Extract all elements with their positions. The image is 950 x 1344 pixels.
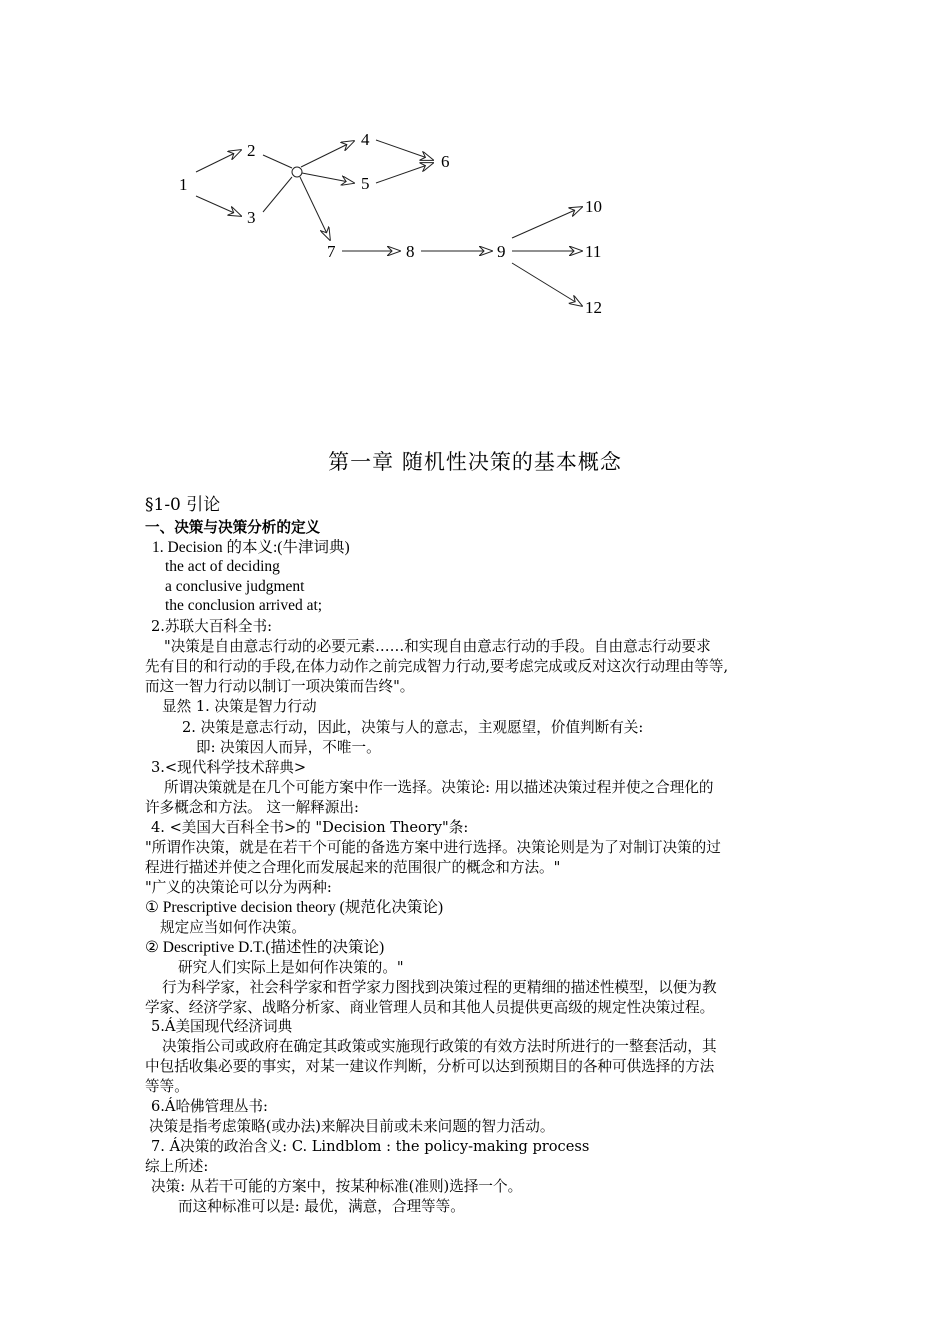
text-line: 7. Á决策的政治含义: C. Lindblom : the policy-making process bbox=[151, 1138, 590, 1155]
node-11: 11 bbox=[585, 242, 602, 261]
text-line: 而这一智力行动以制订一项决策而告终"。 bbox=[145, 678, 415, 695]
subsection-heading: 一、决策与决策分析的定义 bbox=[145, 519, 321, 536]
text-line: 先有目的和行动的手段,在体力动作之前完成智力行动,要考虑完成或反对这次行动理由等等, bbox=[145, 658, 729, 675]
text-line: 而这种标准可以是: 最优，满意，合理等等。 bbox=[178, 1198, 465, 1215]
text-line: 决策指公司或政府在确定其政策或实施现行政策的有效方法时所进行的一整套活动，其 bbox=[162, 1038, 717, 1055]
edge-2-hub bbox=[263, 155, 292, 168]
node-1: 1 bbox=[179, 175, 188, 194]
node-2: 2 bbox=[247, 141, 256, 160]
node-7: 7 bbox=[327, 242, 336, 261]
text-line: 学家、经济学家、战略分析家、商业管理人员和其他人员提供更高级的规定性决策过程。 bbox=[145, 999, 715, 1016]
edge-1-3 bbox=[196, 196, 241, 216]
text-line: 许多概念和方法。 这一解释源出: bbox=[145, 799, 359, 816]
text-line: 显然 1. 决策是智力行动 bbox=[162, 698, 317, 715]
text-line: 3.<现代科学技术辞典> bbox=[151, 759, 307, 776]
node-12: 12 bbox=[585, 298, 602, 317]
text-line: "广义的决策论可以分为两种: bbox=[145, 879, 332, 896]
edge-1-2 bbox=[196, 150, 241, 172]
text-line: 所谓决策就是在几个可能方案中作一选择。决策论: 用以描述决策过程并使之合理化的 bbox=[164, 779, 714, 796]
node-5: 5 bbox=[361, 174, 370, 193]
text-line: 综上所述: bbox=[145, 1158, 209, 1175]
node-6: 6 bbox=[441, 152, 450, 171]
node-9: 9 bbox=[497, 242, 506, 261]
chapter-title: 第一章 随机性决策的基本概念 bbox=[328, 450, 622, 474]
text-line: 决策: 从若干可能的方案中，按某种标准(准则)选择一个。 bbox=[151, 1178, 523, 1195]
node-8: 8 bbox=[406, 242, 415, 261]
text-line: the conclusion arrived at; bbox=[165, 597, 323, 614]
text-line: "决策是自由意志行动的必要元素……和实现自由意志行动的手段。自由意志行动要求 bbox=[164, 638, 711, 655]
text-line: 2.苏联大百科全书: bbox=[151, 618, 272, 635]
text-line: 中包括收集必要的事实，对某一建议作判断，分析可以达到预期目的各种可供选择的方法 bbox=[145, 1058, 715, 1075]
edge-hub-5 bbox=[302, 173, 354, 183]
text-line: the act of deciding bbox=[165, 558, 280, 575]
text-line: 即: 决策因人而异，不唯一。 bbox=[196, 739, 381, 756]
node-10: 10 bbox=[585, 197, 602, 216]
junction-node bbox=[292, 167, 302, 177]
text-line: 4. <美国大百科全书>的 "Decision Theory"条: bbox=[151, 819, 469, 836]
text-line: 5.Á美国现代经济词典 bbox=[151, 1018, 293, 1035]
text-line: 6.Á哈佛管理丛书: bbox=[151, 1098, 268, 1115]
node-3: 3 bbox=[247, 208, 256, 227]
text-line: "所谓作决策，就是在若干个可能的备选方案中进行选择。决策论则是为了对制订决策的过 bbox=[145, 839, 721, 856]
text-line: 等等。 bbox=[145, 1078, 189, 1095]
text-line: 决策是指考虑策略(或办法)来解决目前或未来问题的智力活动。 bbox=[149, 1118, 555, 1135]
edge-9-12 bbox=[512, 263, 582, 306]
edge-9-10 bbox=[512, 207, 582, 238]
text-line: 规定应当如何作决策。 bbox=[160, 919, 306, 936]
text-line: 行为科学家，社会科学家和哲学家力图找到决策过程的更精细的描述性模型，以便为教 bbox=[162, 979, 717, 996]
edge-hub-4 bbox=[301, 141, 354, 167]
text-line: 研究人们实际上是如何作决策的。" bbox=[178, 959, 404, 976]
edge-4-6 bbox=[376, 140, 433, 160]
edge-3-hub bbox=[263, 177, 292, 212]
section-heading: §1-0 引论 bbox=[145, 495, 221, 515]
text-line: ① Prescriptive decision theory (规范化决策论) bbox=[145, 899, 444, 916]
text-line: a conclusive judgment bbox=[165, 578, 305, 595]
edge-hub-7 bbox=[300, 177, 330, 240]
text-line: ② Descriptive D.T.(描述性的决策论) bbox=[145, 939, 385, 956]
edge-5-6 bbox=[376, 163, 433, 183]
text-line: 程进行描述并使之合理化而发展起来的范围很广的概念和方法。" bbox=[145, 859, 561, 876]
network-diagram bbox=[0, 0, 950, 340]
text-line: 1. Decision 的本义:(牛津词典) bbox=[152, 539, 350, 556]
node-4: 4 bbox=[361, 130, 370, 149]
text-line: 2. 决策是意志行动，因此，决策与人的意志，主观愿望，价值判断有关: bbox=[182, 719, 644, 736]
